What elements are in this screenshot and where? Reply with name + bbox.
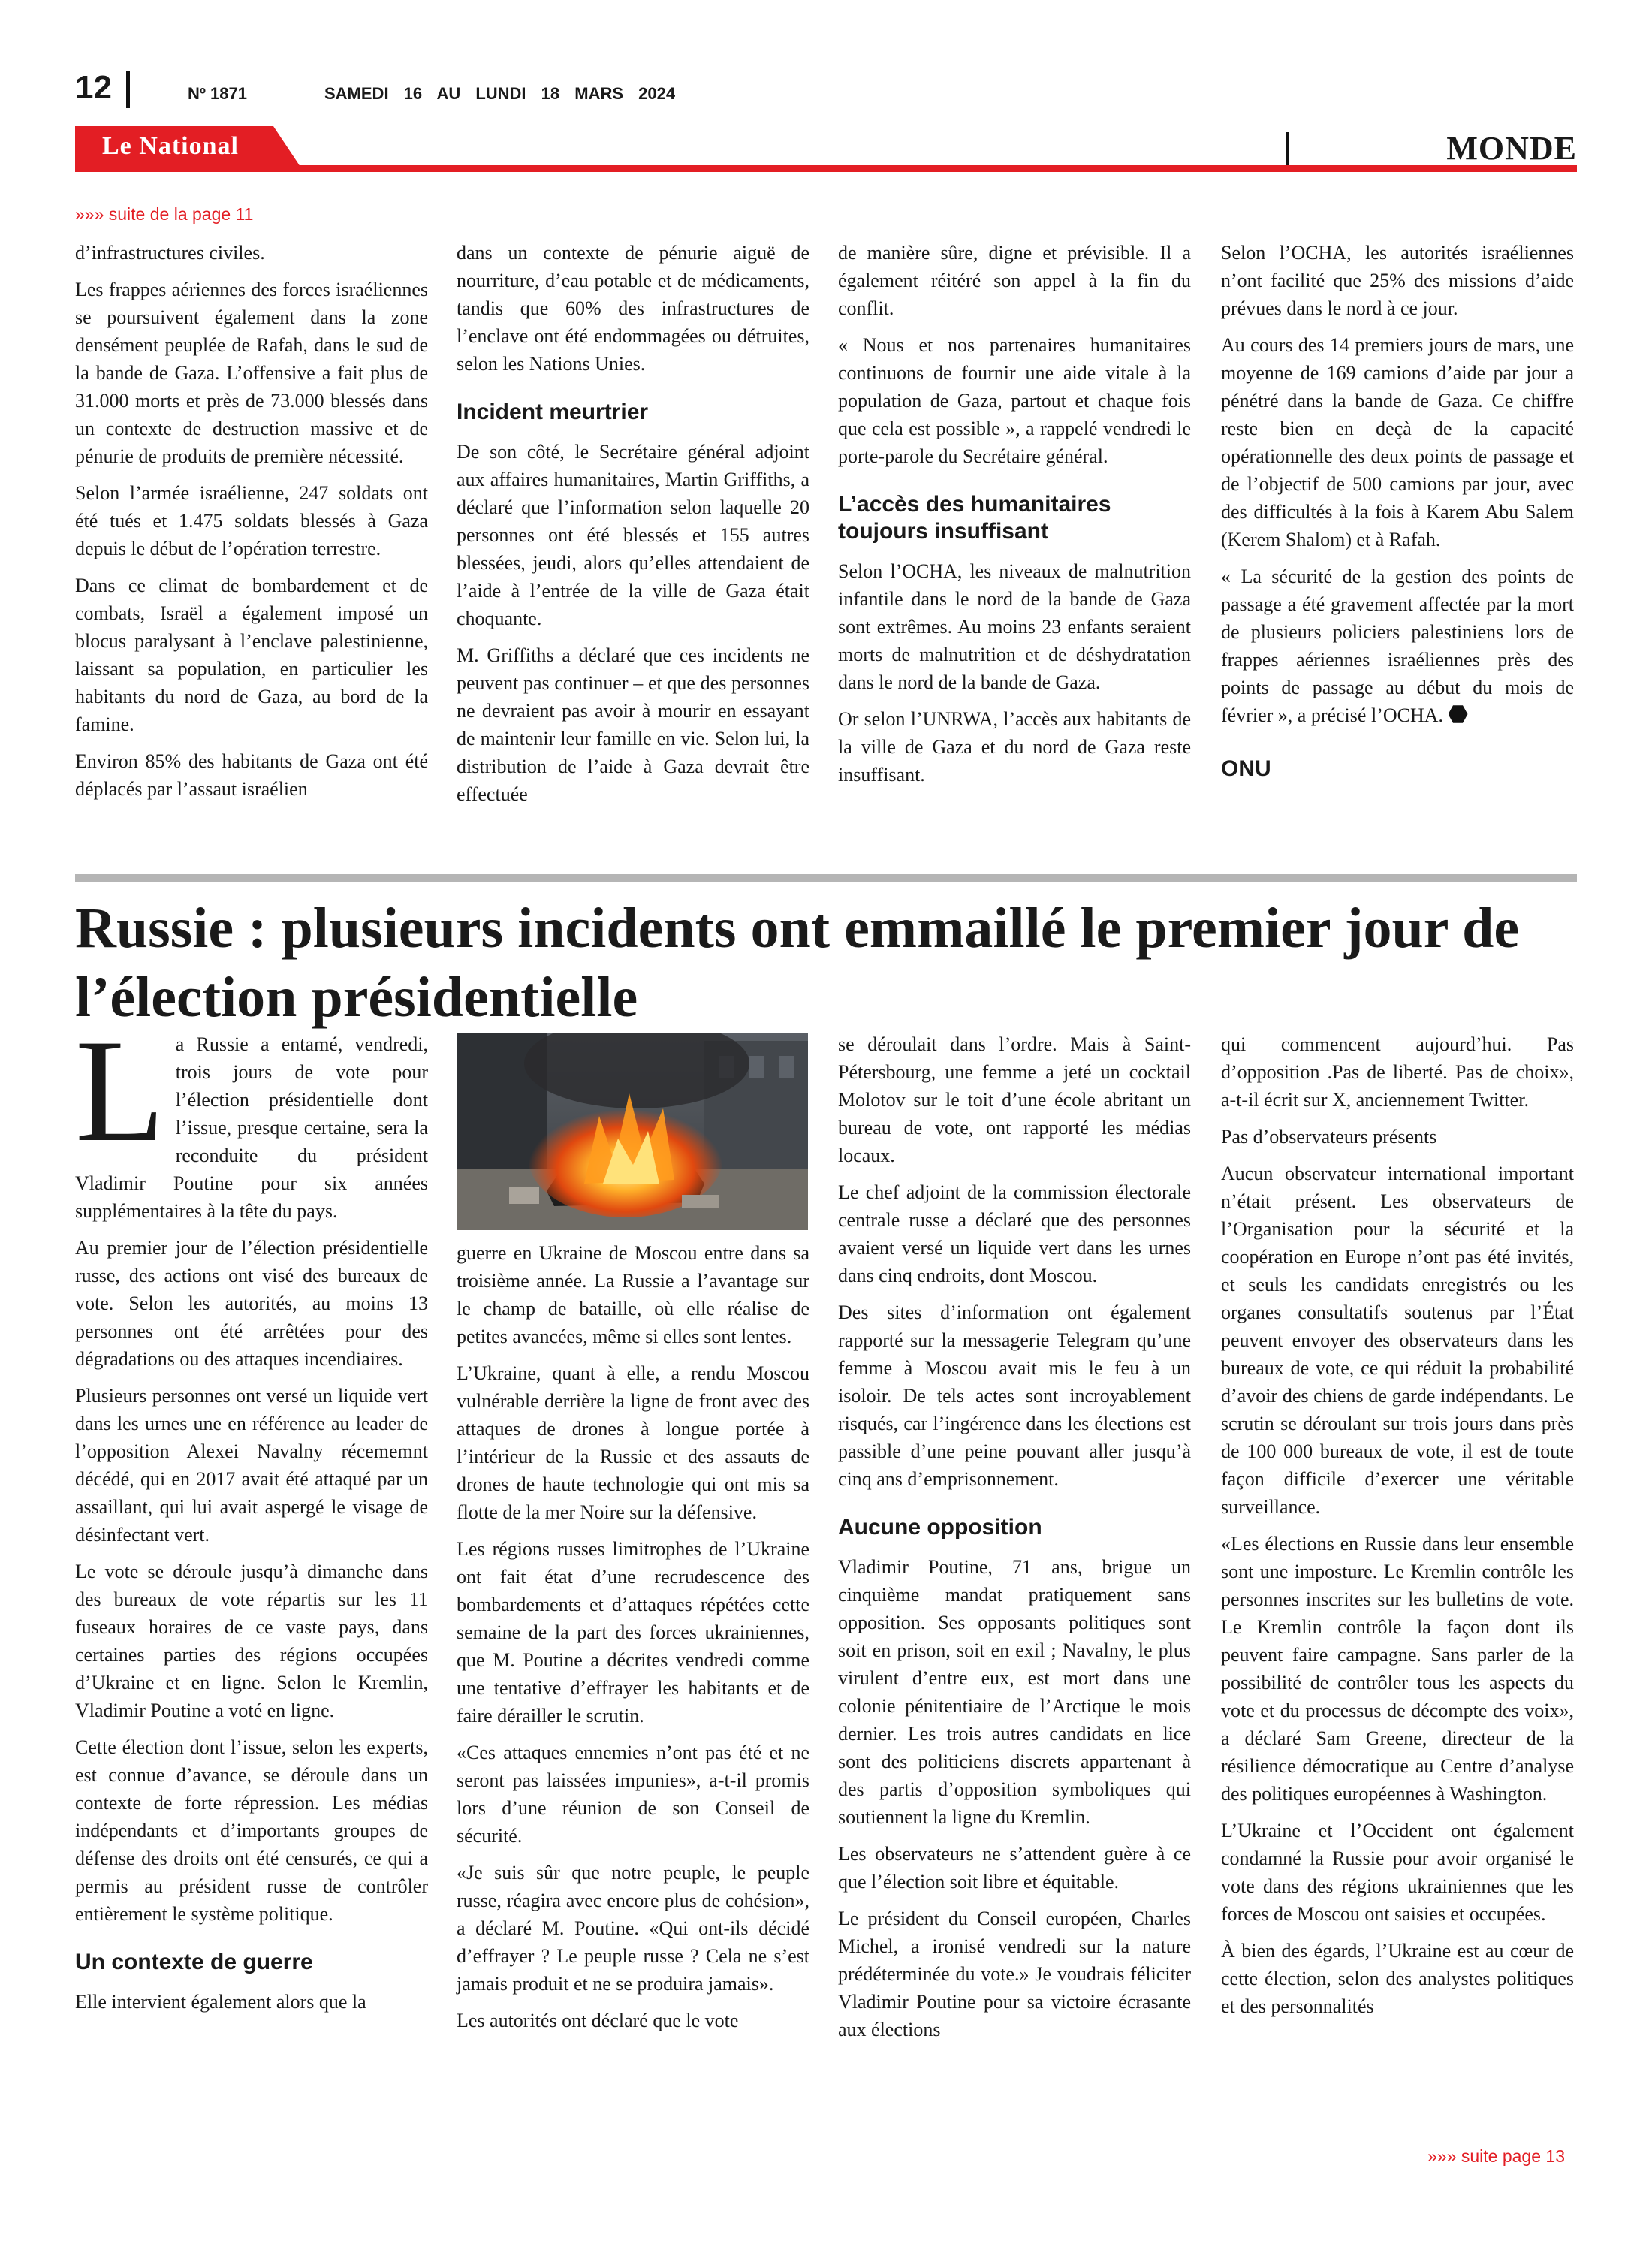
main-article-col-3 bbox=[838, 1030, 1191, 2052]
burning-vehicle-photo bbox=[457, 1033, 808, 1230]
top-article-col-3 bbox=[838, 239, 1191, 798]
main-article-col-2 bbox=[457, 1239, 809, 2043]
paragraph: Elle intervient également alors que la bbox=[75, 1991, 366, 2013]
paragraph: Le chef adjoint de la commission électorale centrale russe a déclaré que des personnes avaient versé un liquide vert dans les urnes dans cinq endroits, dont Moscou. bbox=[838, 1181, 1191, 1286]
paragraph: De son côté, le Secrétaire général adjoint aux affaires humanitaires, Martin Griffiths, a déclaré que l’information selon laquelle 20 personnes ont été blessés et 155 autres blessées, jeudi, alors qu’elles attendaient de l’aide à l’entrée de la ville de Gaza était choquante. bbox=[457, 441, 809, 629]
paragraph: Environ 85% des habitants de Gaza ont été déplacés par l’assaut israélien bbox=[75, 750, 428, 800]
top-article-col-2 bbox=[457, 239, 809, 817]
paragraph: Les régions russes limitrophes de l’Ukraine ont fait état d’une recrudescence des bombardements et d’attaques répétées cette semaine de la part des forces ukrainiennes, que M. Poutine a décrites vendredi comme une tentative d’effrayer les habitants et de faire dérailler le scrutin. bbox=[457, 1538, 809, 1727]
brand-name: Le National bbox=[102, 132, 239, 160]
subheading-access: L’accès des humanitaires toujours insuffisant bbox=[838, 492, 1111, 544]
article-divider bbox=[75, 874, 1577, 882]
lead-text: a Russie a entamé, vendredi, trois jours de vote pour l’élection présidentielle dont l’issue, presque certaine, sera la reconduite du président Vladimir Poutine pour six années supplémentaires à la tête du pays. bbox=[75, 1033, 428, 1222]
headline: Russie : plusieurs incidents ont emmaillé le premier jour de l’élection présidentielle bbox=[75, 897, 1520, 1029]
paragraph: L’Ukraine et l’Occident ont également condamné la Russie pour avoir organisé le vote dans des régions ukrainiennes que les forces de Moscou ont saisies et occupées. bbox=[1221, 1820, 1574, 1925]
continued-on: »»» suite page 13 bbox=[1427, 2146, 1565, 2166]
paragraph: qui commencent aujourd’hui. Pas d’opposition .Pas de liberté. Pas de choix», a-t-il écrit sur X, anciennement Twitter. bbox=[1221, 1033, 1574, 1111]
paragraph: d’infrastructures civiles. bbox=[75, 242, 265, 264]
paragraph: Selon l’armée israélienne, 247 soldats ont été tués et 1.475 soldats blessés à Gaza depuis le début de l’opération terrestre. bbox=[75, 482, 428, 559]
continued-from: »»» suite de la page 11 bbox=[75, 204, 254, 224]
paragraph: dans un contexte de pénurie aiguë de nourriture, d’eau potable et de médicaments, tandis que 60% des infrastructures de l’enclave ont été endommagées ou détruites, selon les Nations Unies. bbox=[457, 242, 809, 375]
section-title: MONDE bbox=[1446, 130, 1577, 167]
paragraph: Cette élection dont l’issue, selon les experts, est connue d’avance, se déroule dans un contexte de forte répression. Les médias indépendants et d’importants groupes de défense des droits ont été censurés, ce qui a permis au président russe de contrôler entièrement le système politique. bbox=[75, 1736, 428, 1925]
subheading-incident: Incident meurtrier bbox=[457, 400, 649, 424]
subheading-observers: Pas d’observateurs présents bbox=[1221, 1126, 1437, 1148]
paragraph: Au premier jour de l’élection présidentielle russe, des actions ont visé des bureaux de vote. Selon les autorités, au moins 13 personnes ont été arrêtées pour des dégradations ou des attaques incendiaires. bbox=[75, 1237, 428, 1370]
paragraph: M. Griffiths a déclaré que ces incidents ne peuvent pas continuer – et que des personnes ne devraient pas avoir à mourir en essayant de maintenir leur famille en vie. Selon lui, la distribution de l’aide à Gaza devrait être effectuée bbox=[457, 644, 809, 805]
paragraph: Selon l’OCHA, les autorités israéliennes n’ont facilité que 25% des missions d’aide prévues dans le nord à ce jour. bbox=[1221, 242, 1574, 319]
paragraph: Les observateurs ne s’attendent guère à ce que l’élection soit libre et équitable. bbox=[838, 1843, 1191, 1893]
paragraph: se déroulait dans l’ordre. Mais à Saint-Pétersbourg, une femme a jeté un cocktail Molotov sur le toit d’une école abritant un bureau de vote, ont rapporté les médias locaux. bbox=[838, 1033, 1191, 1166]
header-rule bbox=[75, 165, 1577, 172]
paragraph: «Ces attaques ennemies n’ont pas été et ne seront pas laissées impunies», a-t-il promis lors d’une réunion de son Conseil de sécurité. bbox=[457, 1742, 809, 1847]
main-article-col-1 bbox=[75, 1009, 428, 2025]
paragraph: Les frappes aériennes des forces israéliennes se poursuivent également dans la zone densément peuplée de Rafah, dans le sud de la bande de Gaza. L’offensive a fait plus de 31.000 morts et près de 73.000 blessés dans un contexte de destruction massive et de pénurie de produits de première nécessité. bbox=[75, 279, 428, 467]
paragraph: Plusieurs personnes ont versé un liquide vert dans les urnes une en référence au leader de l’opposition Alexei Navalny récememnt décédé, qui en 2017 avait été attaqué par un assaillant, qui lui avait aspergé le visage de désinfectant vert. bbox=[75, 1385, 428, 1546]
paragraph: Selon l’OCHA, les niveaux de malnutrition infantile dans le nord de la bande de Gaza sont extrêmes. Au moins 23 enfants seraient morts de malnutrition et de déshydratation dans le nord de la bande de Gaza. bbox=[838, 560, 1191, 693]
issue-number: Nº 1871 bbox=[188, 84, 247, 103]
paragraph: «Les élections en Russie dans leur ensemble sont une imposture. Le Kremlin contrôle les personnes inscrites sur les bulletins de vote. Le Kremlin contrôle la façon dont ils peuvent faire campagne. Sans parler de la possibilité de contrôler tous les aspects du vote et du processus de décompte des voix», a déclaré Sam Greene, directeur de la résilience démocratique au Centre d’analyse des politiques européennes à Washington. bbox=[1221, 1533, 1574, 1805]
end-of-article-icon bbox=[1449, 704, 1468, 724]
article-photo bbox=[457, 1033, 808, 1230]
top-article-col-1 bbox=[75, 239, 428, 812]
page-number: 12 bbox=[75, 69, 112, 106]
lead-paragraph bbox=[75, 1009, 428, 1225]
subheading-opposition: Aucune opposition bbox=[838, 1515, 1042, 1540]
subheading-war: Un contexte de guerre bbox=[75, 1950, 313, 1974]
drop-cap: L bbox=[75, 1009, 165, 1172]
page-number-divider bbox=[126, 71, 130, 108]
paragraph: Dans ce climat de bombardement et de combats, Israël a également imposé un blocus paralysant à l’enclave palestinienne, laissant sa population, en particulier les habitants du nord de Gaza, au bord de la famine. bbox=[75, 575, 428, 735]
paragraph: Vladimir Poutine, 71 ans, brigue un cinquième mandat pratiquement sans opposition. Ses opposants politiques sont soit en prison, soit en exil ; Navalny, le plus virulent d’entre eux, est mort dans une colonie pénitentiaire de l’Arctique le mois dernier. Les trois autres candidats en lice sont des politiciens discrets appartenant à des partis d’opposition symboliques qui soutiennent la ligne du Kremlin. bbox=[838, 1556, 1191, 1828]
main-article-col-4 bbox=[1221, 1030, 1574, 2029]
article-signature: ONU bbox=[1221, 756, 1271, 781]
top-article-col-4 bbox=[1221, 239, 1574, 792]
paragraph: Or selon l’UNRWA, l’accès aux habitants de la ville de Gaza et du nord de Gaza reste insuffisant. bbox=[838, 708, 1191, 786]
paragraph: guerre en Ukraine de Moscou entre dans sa troisième année. La Russie a l’avantage sur le champ de bataille, où elle réalise de petites avancées, même si elles sont lentes. bbox=[457, 1242, 809, 1347]
paragraph: Aucun observateur international important n’était présent. Les observateurs de l’Organisation pour la sécurité et la coopération en Europe n’ont pas été invités, et seuls les candidats enregistrés ou les organes consultatifs soutenus par l’État peuvent envoyer des observateurs dans les bureaux de vote, ce qui réduit la probabilité d’avoir des chiens de garde indépendants. Le scrutin se déroulant sur trois jours dans près de 100 000 bureaux de vote, il est de toute façon difficile d’exercer une véritable surveillance. bbox=[1221, 1163, 1574, 1518]
paragraph: Au cours des 14 premiers jours de mars, une moyenne de 169 camions d’aide par jour a pénétré dans la bande de Gaza. Ce chiffre reste bien en deçà de la capacité opérationnelle des deux points de passage et de l’objectif de 500 camions par jour, avec des difficultés à la fois à Karem Abu Salem (Kerem Shalom) et à Rafah. bbox=[1221, 334, 1574, 550]
paragraph: À bien des égards, l’Ukraine est au cœur de cette élection, selon des analystes politiques et des personnalités bbox=[1221, 1940, 1574, 2017]
issue-date: SAMEDI 16 AU LUNDI 18 MARS 2024 bbox=[324, 84, 676, 103]
paragraph: « Nous et nos partenaires humanitaires continuons de fournir une aide vitale à la population de Gaza, partout et chaque fois que cela est possible », a rappelé vendredi le porte-parole du Secrétaire général. bbox=[838, 334, 1191, 467]
paragraph: «Je suis sûr que notre peuple, le peuple russe, réagira avec encore plus de cohésion», a déclaré M. Poutine. «Qui ont-ils décidé d’effrayer ? Le peuple russe ? Cela ne s’est jamais produit et ne se produira jamais». bbox=[457, 1862, 809, 1995]
paragraph: L’Ukraine, quant à elle, a rendu Moscou vulnérable derrière la ligne de front avec des attaques de drones à longue portée à l’intérieur de la Russie et des assauts de drones de haute technologie qui ont mis sa flotte de la mer Noire sur la défensive. bbox=[457, 1362, 809, 1523]
paragraph bbox=[1221, 562, 1574, 729]
paragraph: Le vote se déroule jusqu’à dimanche dans des bureaux de vote répartis sur les 11 fuseaux horaires de ce vaste pays, dans certaines parties des régions occupées d’Ukraine et en ligne. Selon le Kremlin, Vladimir Poutine a voté en ligne. bbox=[75, 1561, 428, 1721]
paragraph: Les autorités ont déclaré que le vote bbox=[457, 2010, 739, 2031]
paragraph: Le président du Conseil européen, Charles Michel, a ironisé vendredi sur la nature prédéterminée du vote.» Je voudrais féliciter Vladimir Poutine pour sa victoire écrasante aux élections bbox=[838, 1908, 1191, 2040]
paragraph-text: « La sécurité de la gestion des points de passage a été gravement affectée par la mort de plusieurs policiers palestiniens lors de frappes aériennes israéliennes près des points de passage au début du mois de février », a précisé l’OCHA. bbox=[1221, 566, 1574, 726]
paragraph: de manière sûre, digne et prévisible. Il a également réitéré son appel à la fin du conflit. bbox=[838, 242, 1191, 319]
paragraph: Des sites d’information ont également rapporté sur la messagerie Telegram qu’une femme à Moscou avait mis le feu à un isoloir. De tels actes sont incroyablement risqués, car l’ingérence dans les élections est passible d’une peine pouvant aller jusqu’à cinq ans d’emprisonnement. bbox=[838, 1301, 1191, 1490]
section-divider bbox=[1286, 132, 1289, 165]
